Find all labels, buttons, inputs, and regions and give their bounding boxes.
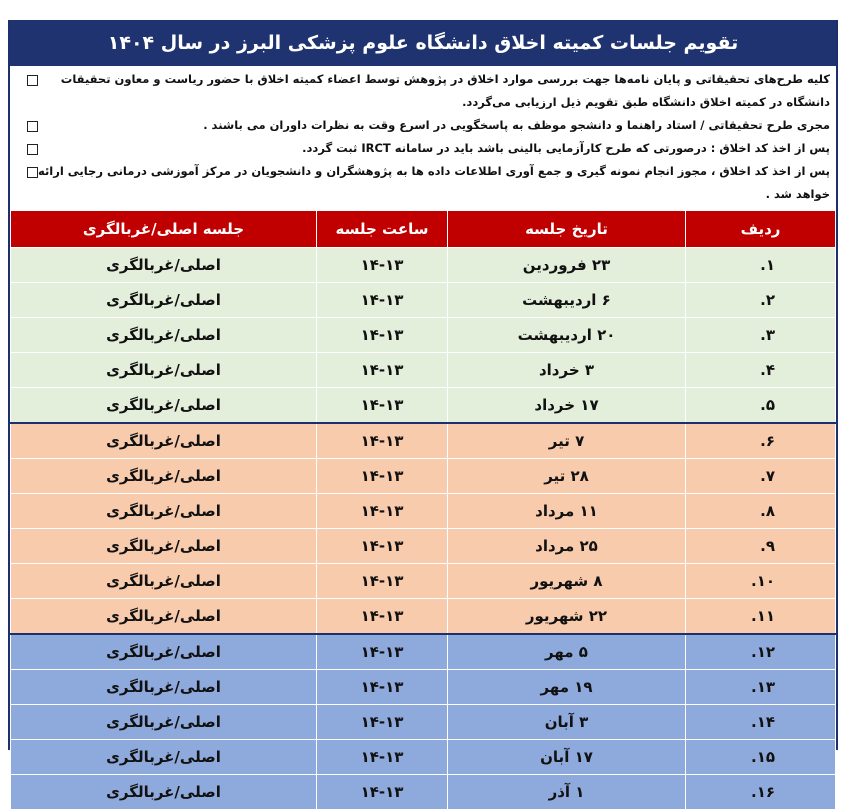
notes-list bbox=[10, 66, 836, 210]
row-type: اصلی/غربالگری bbox=[11, 494, 317, 529]
row-date: ۱۷ خرداد bbox=[448, 388, 686, 424]
row-time: ۱۴-۱۳ bbox=[317, 318, 448, 353]
row-date: ۲۳ فروردین bbox=[448, 248, 686, 283]
checkbox-icon bbox=[27, 144, 38, 155]
row-date: ۷ تیر bbox=[448, 423, 686, 459]
row-date: ۳ آبان bbox=[448, 705, 686, 740]
row-time: ۱۴-۱۳ bbox=[317, 705, 448, 740]
note-item bbox=[10, 137, 836, 160]
row-type: اصلی/غربالگری bbox=[11, 248, 317, 283]
table-row bbox=[11, 248, 836, 283]
row-time: ۱۴-۱۳ bbox=[317, 564, 448, 599]
checkbox-icon bbox=[27, 75, 38, 86]
header-date: تاریخ جلسه bbox=[448, 211, 686, 248]
row-index: ۱۳. bbox=[686, 670, 836, 705]
table-row bbox=[11, 705, 836, 740]
row-index: ۱۶. bbox=[686, 775, 836, 810]
table-row bbox=[11, 564, 836, 599]
row-type: اصلی/غربالگری bbox=[11, 318, 317, 353]
row-date: ۲۲ شهریور bbox=[448, 599, 686, 635]
table-row bbox=[11, 388, 836, 424]
checkbox-icon bbox=[27, 167, 38, 178]
row-date: ۸ شهریور bbox=[448, 564, 686, 599]
row-type: اصلی/غربالگری bbox=[11, 423, 317, 459]
header-time: ساعت جلسه bbox=[317, 211, 448, 248]
row-date: ۶ اردیبهشت bbox=[448, 283, 686, 318]
note-text: پس از اخذ کد اخلاق ، مجوز انجام نمونه گیری و جمع آوری اطلاعات داده ها به پژوهشگران و دانشجویان در مرکز آموزشی درمانی رجایی ارائه خواهد شد . bbox=[37, 164, 830, 201]
row-index: ۱۴. bbox=[686, 705, 836, 740]
row-index: ۸. bbox=[686, 494, 836, 529]
row-date: ۳ خرداد bbox=[448, 353, 686, 388]
table-header-row bbox=[11, 211, 836, 248]
row-date: ۲۵ مرداد bbox=[448, 529, 686, 564]
table-row bbox=[11, 529, 836, 564]
row-type: اصلی/غربالگری bbox=[11, 705, 317, 740]
row-time: ۱۴-۱۳ bbox=[317, 248, 448, 283]
note-item bbox=[10, 114, 836, 137]
row-time: ۱۴-۱۳ bbox=[317, 599, 448, 635]
row-time: ۱۴-۱۳ bbox=[317, 775, 448, 810]
note-text: پس از اخذ کد اخلاق : درصورتی که طرح کارآزمایی بالینی باشد باید در سامانه IRCT ثبت گردد. bbox=[302, 141, 830, 155]
row-date: ۱۹ مهر bbox=[448, 670, 686, 705]
page-title: تقویم جلسات کمیته اخلاق دانشگاه علوم پزشکی البرز در سال ۱۴۰۴ bbox=[10, 20, 836, 66]
row-time: ۱۴-۱۳ bbox=[317, 634, 448, 670]
row-index: ۱۱. bbox=[686, 599, 836, 635]
row-time: ۱۴-۱۳ bbox=[317, 283, 448, 318]
table-row bbox=[11, 459, 836, 494]
schedule-sheet bbox=[8, 20, 838, 801]
row-index: ۶. bbox=[686, 423, 836, 459]
row-date: ۲۸ تیر bbox=[448, 459, 686, 494]
row-index: ۱۵. bbox=[686, 740, 836, 775]
row-index: ۴. bbox=[686, 353, 836, 388]
table-body bbox=[11, 248, 836, 810]
note-text: مجری طرح تحقیقاتی / استاد راهنما و دانشجو موظف به پاسخگویی در اسرع وقت به نظرات داوران می باشند . bbox=[203, 118, 830, 132]
note-item bbox=[10, 68, 836, 114]
row-type: اصلی/غربالگری bbox=[11, 388, 317, 424]
table-row bbox=[11, 670, 836, 705]
row-time: ۱۴-۱۳ bbox=[317, 459, 448, 494]
row-time: ۱۴-۱۳ bbox=[317, 529, 448, 564]
row-date: ۱ آذر bbox=[448, 775, 686, 810]
table-row bbox=[11, 634, 836, 670]
table-row bbox=[11, 423, 836, 459]
row-type: اصلی/غربالگری bbox=[11, 564, 317, 599]
schedule-table bbox=[10, 210, 836, 810]
row-index: ۷. bbox=[686, 459, 836, 494]
row-time: ۱۴-۱۳ bbox=[317, 494, 448, 529]
row-index: ۹. bbox=[686, 529, 836, 564]
note-text: کلیه طرح‌های تحقیقاتی و پایان نامه‌ها جهت بررسی موارد اخلاق در پژوهش توسط اعضاء کمیته اخلاق با حضور ریاست و معاون تحقیقات دانشگاه در کمیته اخلاق دانشگاه طبق تقویم ذیل ارزیابی می‌گردد. bbox=[60, 72, 830, 109]
row-date: ۱۷ آبان bbox=[448, 740, 686, 775]
row-type: اصلی/غربالگری bbox=[11, 283, 317, 318]
checkbox-icon bbox=[27, 121, 38, 132]
row-type: اصلی/غربالگری bbox=[11, 670, 317, 705]
table-row bbox=[11, 494, 836, 529]
row-time: ۱۴-۱۳ bbox=[317, 423, 448, 459]
row-type: اصلی/غربالگری bbox=[11, 775, 317, 810]
table-row bbox=[11, 353, 836, 388]
table-row bbox=[11, 318, 836, 353]
table-row bbox=[11, 740, 836, 775]
row-time: ۱۴-۱۳ bbox=[317, 740, 448, 775]
note-item bbox=[10, 160, 836, 206]
row-type: اصلی/غربالگری bbox=[11, 353, 317, 388]
row-type: اصلی/غربالگری bbox=[11, 459, 317, 494]
header-index: ردیف bbox=[686, 211, 836, 248]
row-index: ۵. bbox=[686, 388, 836, 424]
row-index: ۲. bbox=[686, 283, 836, 318]
row-type: اصلی/غربالگری bbox=[11, 634, 317, 670]
table-row bbox=[11, 283, 836, 318]
table-row bbox=[11, 775, 836, 810]
row-index: ۱۰. bbox=[686, 564, 836, 599]
row-date: ۵ مهر bbox=[448, 634, 686, 670]
row-time: ۱۴-۱۳ bbox=[317, 388, 448, 424]
header-type: جلسه اصلی/غربالگری bbox=[11, 211, 317, 248]
row-type: اصلی/غربالگری bbox=[11, 529, 317, 564]
row-index: ۱۲. bbox=[686, 634, 836, 670]
row-date: ۱۱ مرداد bbox=[448, 494, 686, 529]
row-index: ۳. bbox=[686, 318, 836, 353]
row-index: ۱. bbox=[686, 248, 836, 283]
row-type: اصلی/غربالگری bbox=[11, 740, 317, 775]
row-date: ۲۰ اردیبهشت bbox=[448, 318, 686, 353]
row-type: اصلی/غربالگری bbox=[11, 599, 317, 635]
table-row bbox=[11, 599, 836, 635]
row-time: ۱۴-۱۳ bbox=[317, 670, 448, 705]
row-time: ۱۴-۱۳ bbox=[317, 353, 448, 388]
